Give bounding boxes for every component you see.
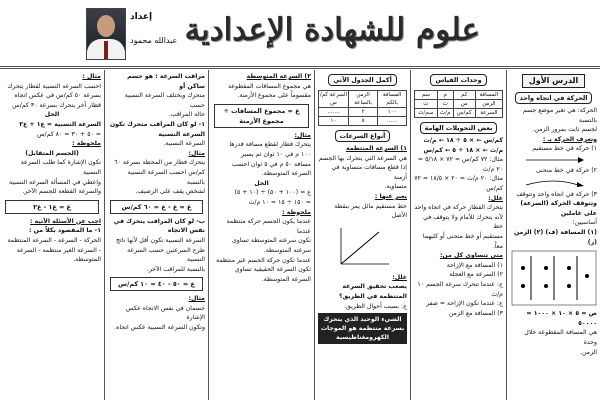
photo-face: [97, 15, 115, 37]
text-line: كم/س احسب السرعة النسبية بالنسبة: [127, 168, 205, 186]
text-line: السرعة المتوسطة.: [261, 275, 311, 283]
text-line: الحركة - السرعة - السرعة المنتظمة: [7, 236, 101, 244]
text-line: مثال:: [294, 131, 311, 139]
text-line: المتوسطة.: [73, 256, 101, 264]
section-heading: مراقب السرعة : هو جسم ساكن أو: [127, 73, 205, 90]
text-line: وتتوقف الحركة (السرعة) على عاملين: [520, 200, 597, 217]
text-line: طرح السرعتين حسب السرعة النسبية: [127, 246, 205, 264]
text-line: هي مجموع المسافات المقطوعة: [228, 82, 311, 90]
text-line: الحل: [44, 111, 60, 119]
text-line: تكون السرعة الحقيقية تساوي: [234, 266, 311, 274]
text-line: السرعة المتوسطة.: [261, 170, 311, 178]
motion-diagram-icon: [511, 250, 597, 306]
text-line: لأنه يتحرك للأمام ولا يتوقف في خط: [423, 213, 503, 231]
text-line: - السرعة الغير منتظمة - السرعة: [16, 246, 101, 254]
table-cell: ١٠٠: [378, 108, 407, 117]
text-line: مثال: ٢٠ م/ث = ٢٠ × ١٨/٥ = ٧٢ كم/س: [414, 175, 503, 192]
text-line: ٢) السرعة مع العجلة: [449, 271, 503, 279]
text-line: = ٥٠ + ٣٠ = ٨٠ كم/س: [36, 130, 101, 138]
col1-lines: [510, 106, 597, 247]
text-line: متحرك ويختلف السرعة النسبية حسب: [124, 92, 205, 109]
text-line: يصعب تحقيق السرعة المنتظمة في الطريق؟: [338, 283, 407, 300]
text-line: ع = (١٠٠ + ٥٠) ÷ (١٠ + ٥): [234, 189, 311, 197]
lesson-title: الدرس الأول: [522, 74, 585, 88]
column-4: [208, 70, 314, 400]
text-line: ١) حركة في خط مستقيم: [532, 145, 597, 153]
text-line: ب- لو كان المراقب يتحرك في نفس الاتجاه: [113, 217, 205, 235]
text-line: الحركة: هي تغير موضع جسم بالنسبة: [522, 107, 597, 124]
col5-lines-3: [108, 294, 205, 332]
text-line: الزمن.: [579, 348, 597, 356]
relative-speed-formula-1: ع = ع - ع = ٦٠ كم/س: [110, 200, 203, 214]
text-line: والسرعة القطعة للجسم الآخر.: [22, 188, 101, 196]
col4-lines: [212, 82, 311, 101]
photo-tie: [104, 41, 108, 59]
text-line: تكون سرعته المتوسطة تساوي: [231, 237, 311, 245]
page-header: [0, 0, 600, 69]
text-line: وتكون السرعة النسبية عكس اتجاه.: [114, 324, 205, 332]
text-line: متى تتساوى كل من:: [439, 252, 503, 260]
col6-lines: [3, 82, 101, 197]
col6-lines-2: [3, 217, 101, 265]
section-heading: ٢) السرعة المتوسطة: [246, 73, 311, 80]
text-line: ٣) حركة في اتجاه واحد وتتوقف: [516, 190, 597, 198]
text-line: ١) المسافة مع الإزاحة: [446, 261, 503, 269]
text-line: واعطي في المسألة السرعة النسبية: [9, 178, 101, 186]
units-table: [414, 90, 503, 118]
table-cell: كم/س: [453, 109, 475, 118]
text-line: أساسيين:: [572, 219, 597, 227]
text-line: م/ث ← × ١٨ ÷ ٥ ← كم/س: [423, 146, 503, 154]
text-line: مثال:: [188, 149, 205, 157]
text-line: = ١٥٠ ÷ ١٥ = ١٠ م/ث: [248, 198, 311, 206]
column-6: [0, 70, 104, 400]
text-line: ص = ٥ × ١٠ × ١٠٠٠ = ٥٠٠٠٠: [526, 310, 597, 327]
text-line: هي السرعة التي يتحرك بها الجسم: [318, 154, 407, 162]
exercise-table: [318, 90, 407, 126]
text-line: ١٠٠ م في ١٠ ثوان ثم يسير: [241, 150, 311, 158]
text-line: وتعرف الحركة بـ :: [542, 135, 597, 143]
straight-arrow-icon: [524, 157, 584, 163]
text-line: ج: عندما تتحرك سرعة الجسم ١٠ م/ث: [417, 280, 503, 298]
text-line: تكون الإشارة كما طلب السرعة النسبية: [20, 159, 101, 176]
text-line: (الجسم المتقابل): [25, 149, 79, 157]
text-line: يعبر عنها :: [374, 192, 407, 200]
table-cell: .......: [319, 108, 349, 117]
text-line: جسمان في نفس الاتجاه عكس الإشارة: [125, 304, 205, 322]
table-cell: المسافة بالكم: [378, 91, 407, 108]
distance-time-graph-icon: [333, 224, 393, 270]
col4-lines-2: [212, 131, 311, 285]
author-name: عبدالله محمود: [130, 36, 178, 45]
text-line: (١) المسافة (ف) (٢) الزمن (ز): [513, 228, 597, 246]
content-columns: [0, 70, 600, 400]
col5-lines-2: [108, 217, 205, 275]
text-line: سرعته المتوسطة.: [263, 246, 311, 254]
relative-speed-formula-2: ع = ٥٠ - ٤٠ = ١٠ كم/س: [110, 277, 203, 291]
col3-lines-2: [318, 273, 407, 311]
table-row: [319, 108, 407, 117]
table-cell: الزمن بالساعة: [348, 91, 377, 108]
text-line: ١- ما المقصود بكلاً من :: [29, 227, 101, 235]
text-line: علل:: [488, 194, 503, 202]
text-line: عندما تكون حركة الجسم غير منتظمة: [216, 256, 311, 264]
text-line: ملحوظة :: [72, 140, 101, 148]
text-line: ٣) المسافة مع الزمن: [448, 309, 503, 317]
table-row: [415, 109, 503, 118]
text-line: مقسوماً على مجموع الأزمنة.: [237, 92, 311, 100]
text-line: مثال: ٧٢ كم/س = ٧٢ × ٥/١٨ = ٢٠ م/ث: [417, 156, 503, 173]
section-heading: مثال :: [82, 73, 101, 80]
text-line: مثال:: [188, 295, 205, 303]
table-cell: ١٠: [319, 117, 349, 126]
text-line: حالة المراقب.: [168, 111, 205, 119]
table-cell: المسافة: [475, 91, 502, 100]
table-cell: ٥: [348, 117, 377, 126]
table-cell: م: [437, 91, 453, 100]
col1-bottom-lines: [510, 309, 597, 357]
text-line: متساوية.: [384, 183, 407, 191]
table-cell: ث: [437, 100, 453, 109]
highlight-box: الشيء الوحيد الذي يتحرك بسرعة منتظمة هو الموجات الكهرومغناطيسية: [318, 313, 407, 344]
text-line: ملحوظة :: [282, 208, 311, 216]
text-line: خط مستقيم مائل يمر بنقطة الأصل: [334, 202, 407, 220]
text-line: مسافة ٥٠ م في ٥ ثوان احسب: [231, 160, 311, 168]
text-line: بالنسبة للمراقب الآخر.: [146, 265, 205, 273]
column-2: [410, 70, 506, 400]
text-line: يتحرك قطار من المحطة بسرعة ٦٠: [114, 159, 205, 167]
conversions-title: بعض التحويلات الهامة: [420, 122, 498, 134]
text-line: كم/س ← × ٥ ÷ ١٨ ← م/ث: [423, 137, 503, 144]
text-line: يتحرك القطار حركة في اتجاه واحد: [414, 204, 503, 212]
table-cell: ٢: [348, 108, 377, 117]
text-line: ١) السرعة المنتظمة: [345, 145, 407, 152]
text-line: علل:: [392, 273, 407, 281]
table-cell: سم/ث: [415, 109, 438, 118]
text-line: السرعة النسبية = ع١ + ع٢: [19, 120, 101, 128]
col2-lines: [414, 136, 503, 318]
relative-speed-formula-3: ع = ع١ - ع٢: [5, 200, 99, 214]
col3-lines: [318, 144, 407, 221]
text-line: بسرعة ٥٠ كم/س في عكس اتجاه: [14, 92, 101, 100]
text-line: السرعة النسبية.: [163, 140, 205, 148]
text-line: ج: بسبب أحوال الطريق.: [343, 302, 407, 310]
table-exercise-title: أكمل الجدول الآتي: [328, 74, 397, 86]
column-1: [506, 70, 600, 400]
table-cell: كم: [453, 91, 475, 100]
table-cell: السرعة كم/س: [319, 92, 348, 106]
text-line: اجب عن الأسئلة الآتية :: [30, 217, 101, 225]
col5-lines: [108, 91, 205, 197]
table-cell: س: [453, 100, 475, 109]
curved-arrow-icon: [524, 179, 584, 187]
column-3: [314, 70, 410, 400]
table-row: [319, 91, 407, 108]
units-title: وحدات القياس: [430, 74, 486, 86]
text-line: يتحرك قطار لقطع مسافة قدرها: [229, 141, 311, 149]
text-line: لجسم ثابت بمرور الزمن.: [532, 126, 597, 134]
text-line: إذا قطع مسافات متساوية في أزمنة: [331, 164, 407, 181]
table-cell: الزمن: [475, 100, 502, 109]
average-speed-formula: ع = مجموع المسافات ÷ مجموع الأزمنة: [214, 104, 309, 128]
text-line: احسب السرعة النسبية لقطار يتحرك: [7, 82, 101, 90]
table-cell: ث: [415, 100, 438, 109]
text-line: ٢) حركة في خط منحنى: [535, 166, 597, 174]
text-line: قطار آخر يتحرك بسرعة ٣٠ كم/س: [12, 101, 101, 109]
text-line: ١- لو كان المراقب متحرك تكون السرعة النسبية: [109, 120, 205, 138]
table-row: [319, 117, 407, 126]
text-line: ج: عندما تكون الإزاحة = صفر: [426, 300, 503, 308]
text-line: مستقيم أو خط منحنى أو كليهما معاً.: [422, 232, 503, 250]
table-row: [415, 100, 503, 109]
table-cell: السرعة: [475, 109, 502, 118]
column-5: [104, 70, 208, 400]
section-title: الحركة في اتجاه واحد: [515, 92, 593, 104]
text-line: عندما يكون الجسم حركة منتظمة عندما: [226, 218, 311, 235]
text-line: الحل: [254, 179, 269, 187]
text-line: هي المسافة المقطوعة خلال وحدة: [524, 329, 597, 346]
text-line: لشخص يقف على الرصيف.: [135, 188, 205, 196]
table-cell: سم: [415, 91, 438, 100]
table-cell: ......: [378, 117, 407, 126]
table-cell: م/ث: [437, 109, 453, 118]
author-photo: [86, 8, 126, 60]
text-line: السرعة النسبية تكون أقل لأنها ناتج: [116, 236, 205, 244]
page-title: علوم للشهادة الإعدادية: [184, 12, 480, 48]
author-label: إعداد: [130, 12, 153, 22]
table-row: [415, 91, 503, 100]
speed-types-title: أنواع السرعات: [335, 130, 391, 142]
